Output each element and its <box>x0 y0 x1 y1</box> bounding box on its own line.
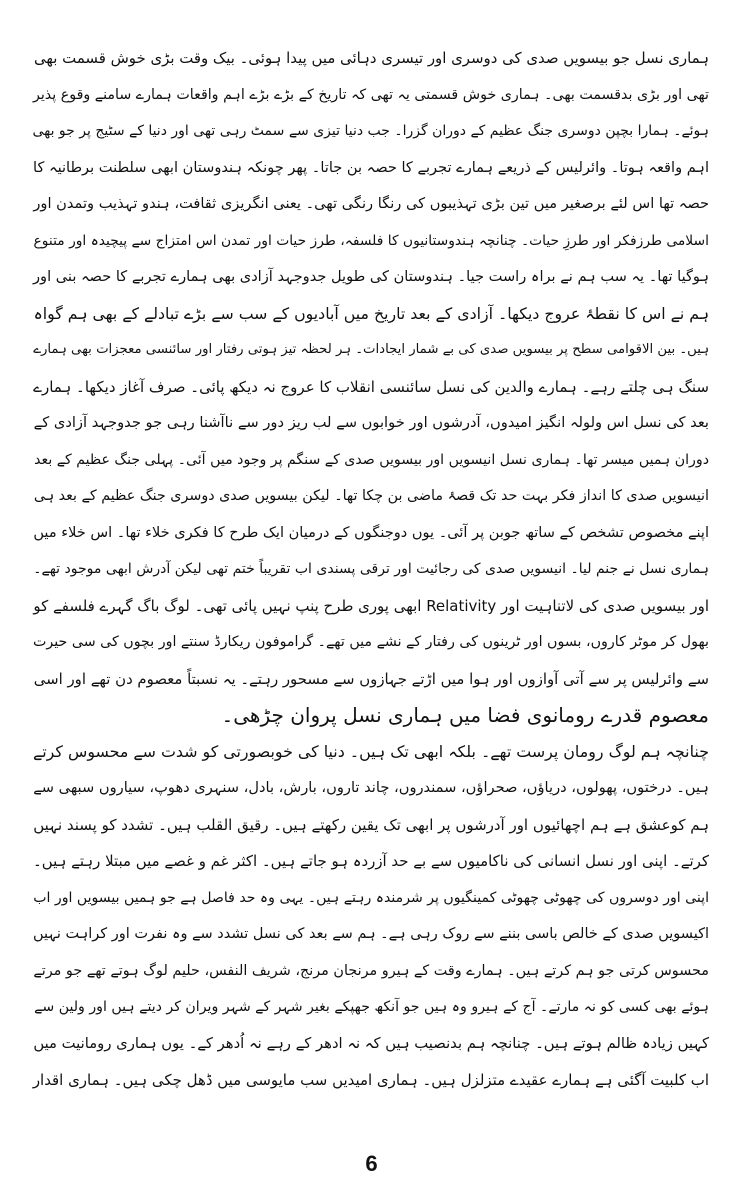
text-line: ہوگیا تھا۔ یہ سب ہم نے براہ راست جیا۔ ہندوستان کی طویل جدوجہد آزادی بھی ہمارے تجربے کا حصہ بنی اور <box>33 268 709 285</box>
text-line: بعد کی نسل اس ولولہ انگیز امیدوں، آدرشوں اور خوابوں سے لب ریز دور سے ناآشنا رہی جو جدوجہد آزادی کے <box>33 414 709 431</box>
text-line: ہیں۔ بین الاقوامی سطح پر بیسویں صدی کی بے شمار ایجادات۔ ہر لحظہ تیز ہوتی رفتار اور سائنسی معجزات بھی ہمارے <box>33 342 709 357</box>
text-line: ہیں۔ درختوں، پھولوں، دریاؤں، صحراؤں، سمندروں، چاند تاروں، بارش، بادل، سنہری دھوپ، سیاروں سبھی سے <box>33 779 709 796</box>
text-line: تھی اور بڑی بدقسمت بھی۔ ہماری خوش قسمتی یہ تھی کہ تاریخ کے بڑے بڑے اہم واقعات ہمارے سامنے وقوع پذیر <box>33 86 709 103</box>
text-line: ہماری نسل نے جنم لیا۔ انیسویں صدی کی رجائیت اور ترقی پسندی اب تقریباً ختم تھی لیکن آدرش ابھی موجود تھے۔ <box>33 561 709 577</box>
text-line: اکیسویں صدی کے خالص باسی بننے سے روک رہی ہے۔ ہم سے بعد کی نسل تشدد سے وہ نفرت اور کراہت نہیں <box>33 926 709 942</box>
text-line: سنگ ہی چلتے رہے۔ ہمارے والدین کی نسل سائنسی انقلاب کا عروج نہ دیکھ پائی۔ صرف آغاز دیکھا۔ ہمارے <box>33 377 709 396</box>
text-line: معصوم قدرے رومانوی فضا میں ہماری نسل پروان چڑھی۔ <box>221 703 709 727</box>
page-number: 6 <box>365 1151 378 1176</box>
text-line: اپنے مخصوص تشخص کے ساتھ جوبن پر آئی۔ یوں دوجنگوں کے درمیان ایک طرح کا فکری خلاء تھا۔ اس خلاء میں <box>33 523 709 541</box>
text-line: حصہ تھا اس لئے برصغیر میں تین بڑی تہذیبوں کی رنگا رنگی تھی۔ یعنی انگریزی ثقافت، ہندو تہذیب وتمدن اور <box>33 195 709 212</box>
text-line: اسلامی طرزفکر اور طرزِ حیات۔ چنانچہ ہندوستانیوں کا فلسفہ، طرز حیات اور تمدن اس امتزاج سے پیچیدہ اور متنوع <box>33 232 709 249</box>
text-line: کہیں زیادہ ظالم ہوتے ہیں۔ چنانچہ ہم بدنصیب ہیں کہ نہ ادھر کے رہے نہ اُدھر کے۔ یوں ہماری رومانیت میں <box>33 1034 709 1052</box>
text-line: بھول کر موٹر کاروں، بسوں اور ٹرینوں کی رفتار کے نشے میں تھے۔ گراموفون ریکارڈ سنتے اور بچوں کی سی حیرت <box>33 634 709 650</box>
text-line: اپنی اور دوسروں کی چھوٹی چھوٹی کمینگیوں پر شرمندہ رہتے ہیں۔ یہی وہ حد فاصل ہے جو ہمیں بیسویں اور اب <box>33 889 709 906</box>
text-line: ہم کوعشق ہے ہم اچھائیوں اور آدرشوں پر ابھی تک یقین رکھتے ہیں۔ رقیق القلب ہیں۔ تشدد کو پسند نہیں <box>33 815 709 834</box>
text-line: اہم واقعہ ہوتا۔ وائرلیس کے ذریعے ہمارے تجربے کا حصہ بن جاتا۔ پھر چونکہ ہندوستان ابھی سلطنت برطانیہ کا <box>33 158 709 176</box>
text-line: اب کلبیت آگئی ہے ہمارے عقیدے متزلزل ہیں۔ ہماری امیدیں سب مایوسی میں ڈھل چکی ہیں۔ ہماری اقدار <box>32 1071 709 1089</box>
text-line: ہم نے اس کا نقطۂ عروج دیکھا۔ آزادی کے بعد تاریخ میں آبادیوں کے سب سے بڑے تبادلے کے بھی ہم گواہ <box>33 303 709 323</box>
text-line: ہوئے۔ ہمارا بچپن دوسری جنگ عظیم کے دوران گزرا۔ جب دنیا تیزی سے سمٹ رہی تھی اور دنیا کے سٹیج پر جو بھی <box>32 123 709 139</box>
text-line: محسوس کرتی جو ہم کرتے ہیں۔ ہمارے وقت کے ہیرو مرنجان مرنج، شریف النفس، حلیم لوگ ہوتے تھے جو مرتے <box>33 962 709 979</box>
text-line: چنانچہ ہم لوگ رومان پرست تھے۔ بلکہ ابھی تک ہیں۔ دنیا کی خوبصورتی کو شدت سے محسوس کرتے <box>32 741 709 761</box>
text-line: کرتے۔ اپنی اور نسل انسانی کی ناکامیوں سے بے حد آزردہ ہو جاتے ہیں۔ اکثر غم و غصے میں مبتلا رہتے ہیں۔ <box>33 852 709 870</box>
text-line: ہوئے بھی کسی کو نہ مارتے۔ آج کے ہیرو وہ ہیں جو آنکھ جھپکے بغیر شہر کے شہر ویران کر دیتے ہیں اور ولین سے <box>34 999 709 1015</box>
text-line: اور بیسویں صدی کی لاتناہیت اور Relativity ابھی پوری طرح پنپ نہیں پائی تھی۔ لوگ باگ گہرے فلسفے کو <box>33 596 709 615</box>
text-line: انیسویں صدی کا انداز فکر بہت حد تک قصۂ ماضی بن چکا تھا۔ لیکن بیسویں صدی دوسری جنگ عظیم کے بعد ہی <box>33 488 709 504</box>
text-line: دوران ہمیں میسر تھا۔ ہماری نسل انیسویں اور بیسویں صدی کے سنگم پر وجود میں آئی۔ پہلی جنگ عظیم کے بعد <box>34 451 709 468</box>
text-line: سے وائرلیس پر سے آتی آوازوں اور ہوا میں اڑتے جہازوں سے مسحور رہتے۔ یہ نسبتاً معصوم دن تھے اور اسی <box>33 669 709 688</box>
text-line: ہماری نسل جو بیسویں صدی کی دوسری اور تیسری دہائی میں پیدا ہوئی۔ بیک وقت بڑی خوش قسمت بھی <box>34 49 709 67</box>
